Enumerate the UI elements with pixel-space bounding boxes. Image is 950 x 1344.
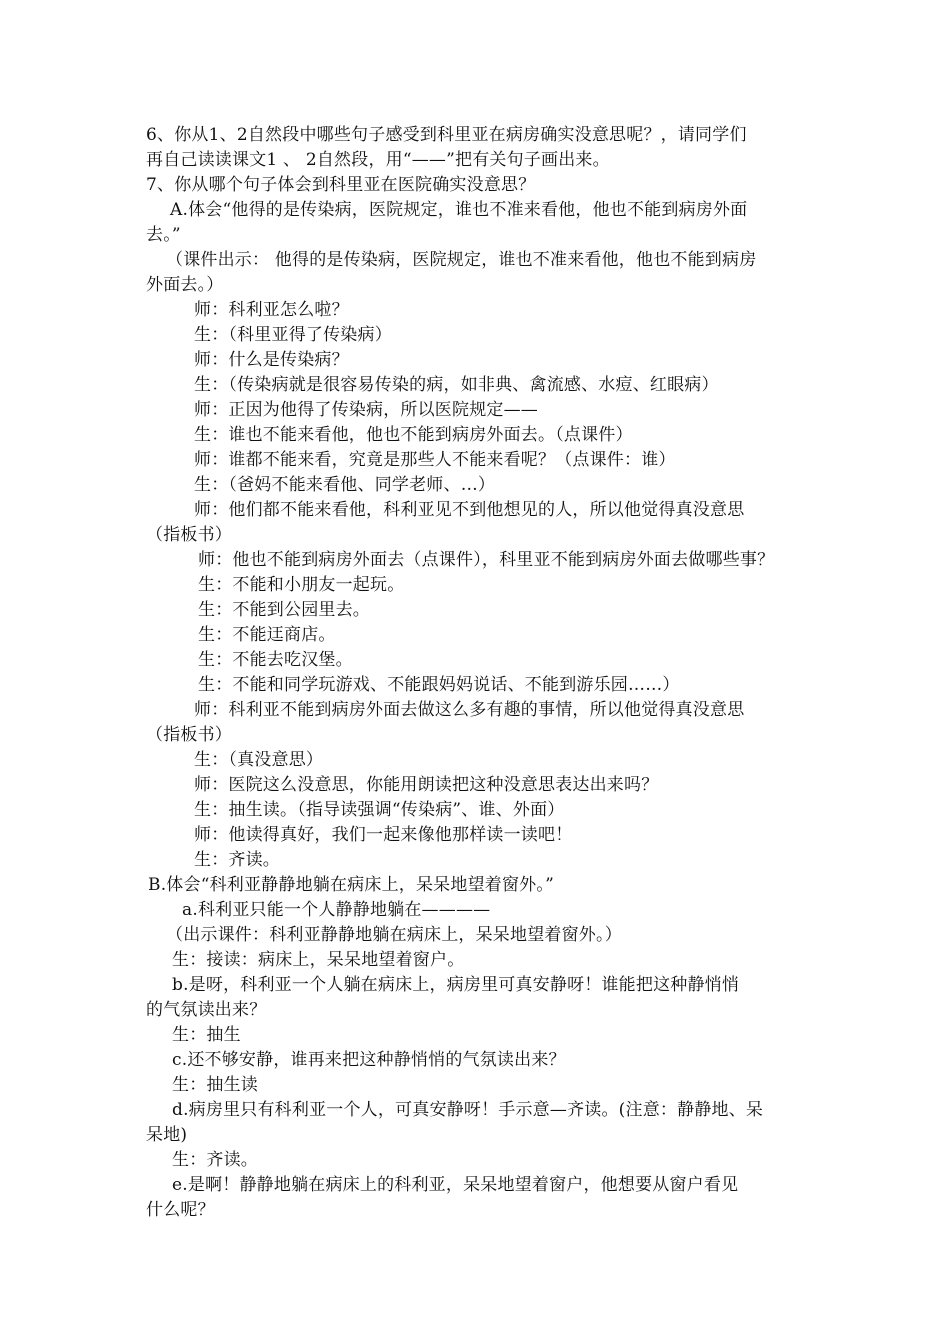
step-b-line-2: 的气氛读出来？ [146,1000,267,1020]
dialogue-line: 师：他也不能到病房外面去（点课件），科里亚不能到病房外面去做哪些事？ [198,550,775,570]
courseware-line-2: 外面去。） [146,275,224,295]
dialogue-line: 生：不能和小朋友一起玩。 [198,575,405,595]
dialogue-line-continued: （指板书） [146,725,232,745]
dialogue-line: 生：抽生 [172,1025,241,1045]
dialogue-line: 师：医院这么没意思，你能用朗读把这种没意思表达出来吗？ [194,775,659,795]
courseware-line-1: （课件出示： 他得的是传染病，医院规定，谁也不准来看他，他也不能到病房 [166,250,757,270]
dialogue-line: 师：谁都不能来看，究竟是那些人不能来看呢？（点课件：谁） [194,450,676,470]
step-c: c.还不够安静，谁再来把这种静悄悄的气氛读出来？ [172,1050,566,1070]
section-a-heading-line-2: 去。” [146,225,181,245]
dialogue-line: 生：（真没意思） [194,750,324,770]
step-a: a.科利亚只能一个人静静地躺在———— [182,900,491,920]
dialogue-line: 生：（传染病就是很容易传染的病，如非典、禽流感、水痘、红眼病） [194,375,719,395]
dialogue-line: 生：不能迋商店。 [198,625,336,645]
dialogue-line: 师：正因为他得了传染病，所以医院规定—— [194,400,538,420]
question-6-line-1: 6、你从1、2自然段中哪些句子感受到科里亚在病房确实没意思呢？，请同学们 [146,125,747,145]
dialogue-line: 生：齐读。 [194,850,280,870]
dialogue-line: 生：（爸妈不能来看他、同学老师、…） [194,475,496,495]
courseware-b: （出示课件：科利亚静静地躺在病床上，呆呆地望着窗外。） [166,925,622,945]
dialogue-line: 生：抽生读 [172,1075,258,1095]
dialogue-line: 生：齐读。 [172,1150,258,1170]
section-b-heading: B.体会“科利亚静静地躺在病床上，呆呆地望着窗外。” [148,875,554,895]
section-a-heading-line-1: A.体会“他得的是传染病，医院规定，谁也不准来看他，他也不能到病房外面 [170,200,748,220]
dialogue-line: 师：科利亚不能到病房外面去做这么多有趣的事情，所以他觉得真没意思 [194,700,745,720]
step-d-line-1: d.病房里只有科利亚一个人，可真安静呀！手示意—齐读。(注意：静静地、呆 [172,1100,764,1120]
question-7: 7、你从哪个句子体会到科里亚在医院确实没意思？ [146,175,536,195]
dialogue-line: 生：接读：病床上，呆呆地望着窗户。 [172,950,465,970]
step-d-line-2: 呆地) [146,1125,188,1145]
dialogue-line: 生：抽生读。（指导读强调“传染病”、谁、外面） [194,800,565,820]
question-6-line-2: 再自己读读课文1 、 2自然段，用“——”把有关句子画出来。 [146,150,610,170]
dialogue-line: 师：他读得真好，我们一起来像他那样读一读吧！ [194,825,573,845]
dialogue-line: 师：科利亚怎么啦？ [194,300,349,320]
dialogue-line: 师：什么是传染病？ [194,350,349,370]
dialogue-line: 生：不能和同学玩游戏、不能跟妈妈说话、不能到游乐园……） [198,675,680,695]
dialogue-line: 生：不能去吃汉堡。 [198,650,353,670]
step-e-line-2: 什么呢？ [146,1200,215,1220]
dialogue-line: 生：不能到公园里去。 [198,600,370,620]
dialogue-line: 生：（科里亚得了传染病） [194,325,392,345]
dialogue-line: 师：他们都不能来看他，科利亚见不到他想见的人，所以他觉得真没意思 [194,500,745,520]
step-b-line-1: b.是呀，科利亚一个人躺在病床上，病房里可真安静呀！谁能把这种静悄悄 [172,975,740,995]
dialogue-line-continued: （指板书） [146,525,232,545]
dialogue-line: 生：谁也不能来看他，他也不能到病房外面去。（点课件） [194,425,633,445]
step-e-line-1: e.是啊！静静地躺在病床上的科利亚，呆呆地望着窗户，他想要从窗户看见 [172,1175,739,1195]
